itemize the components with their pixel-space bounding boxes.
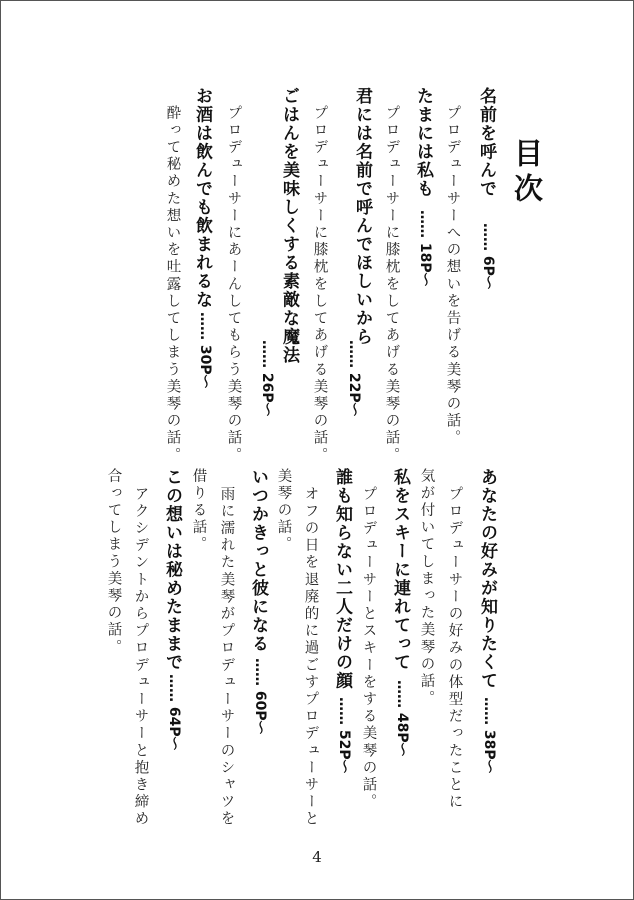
entry-title: あなたの好みが知りたくて [477, 468, 497, 690]
entry-title: 誰も知らない二人だけの顔 [332, 468, 352, 690]
entry-page: …… 18P～ [417, 210, 433, 287]
entry-description: プロデューサーに膝枕をしてあげる美琴の話。 [383, 105, 400, 465]
entry-title: たまには私も [413, 87, 433, 198]
entry-page: …… 6P～ [480, 223, 496, 290]
entry-description: プロデューサーに膝枕をしてあげる美琴の話。 [311, 105, 328, 465]
entry-title: お酒は飲んでも飲まれるな [192, 87, 212, 309]
entry-title: ごはんを美味しくする素敵な魔法 [279, 87, 299, 365]
entry-title: この想いは秘めたままで [162, 468, 182, 672]
entry-description: プロデューサーの好みの体型だったことに [446, 486, 463, 811]
entry-page: …… 30P～ [197, 312, 213, 389]
entry-description: 気が付いてしまった美琴の話。 [418, 468, 435, 708]
entry-page: …… 52P～ [336, 697, 352, 774]
entry-description: 借りる話。 [190, 468, 207, 554]
entry-page: …… 22P～ [346, 340, 362, 417]
page-number: 4 [312, 848, 322, 866]
entry-description: プロデューサーへの想いを告げる美琴の話。 [444, 105, 461, 447]
entry-description: 雨に濡れた美琴がプロデューサーのシャツを [218, 486, 235, 828]
entry-title: 名前を呼んで [476, 87, 496, 198]
entry-description: 酔って秘めた想いを吐露してしまう美琴の話。 [164, 105, 181, 465]
entry-description: アクシデントからプロデューサーと抱き締め [132, 486, 149, 828]
entry-title: いつかきっと彼になる [248, 468, 268, 653]
entry-page: …… 64P～ [166, 674, 182, 751]
entry-page: …… 38P～ [481, 697, 497, 774]
entry-title: 君には名前で呼んでほしいから [352, 87, 372, 346]
entry-page: …… 48P～ [394, 680, 410, 757]
entry-page: …… 26P～ [259, 340, 275, 417]
entry-description: プロデューサーとスキーをする美琴の話。 [360, 486, 377, 811]
entry-description: 合ってしまう美琴の話。 [105, 468, 122, 657]
entry-page: …… 60P～ [252, 658, 268, 735]
entry-description: プロデューサーにあーんしてもらう美琴の話。 [225, 105, 242, 465]
entry-title: 私をスキーに連れてって [390, 468, 410, 672]
entry-description: 美琴の話。 [275, 468, 292, 554]
toc-title: 目次 [510, 138, 544, 208]
entry-description: オフの日を退廃的に過ごすプロデューサーと [302, 486, 319, 828]
